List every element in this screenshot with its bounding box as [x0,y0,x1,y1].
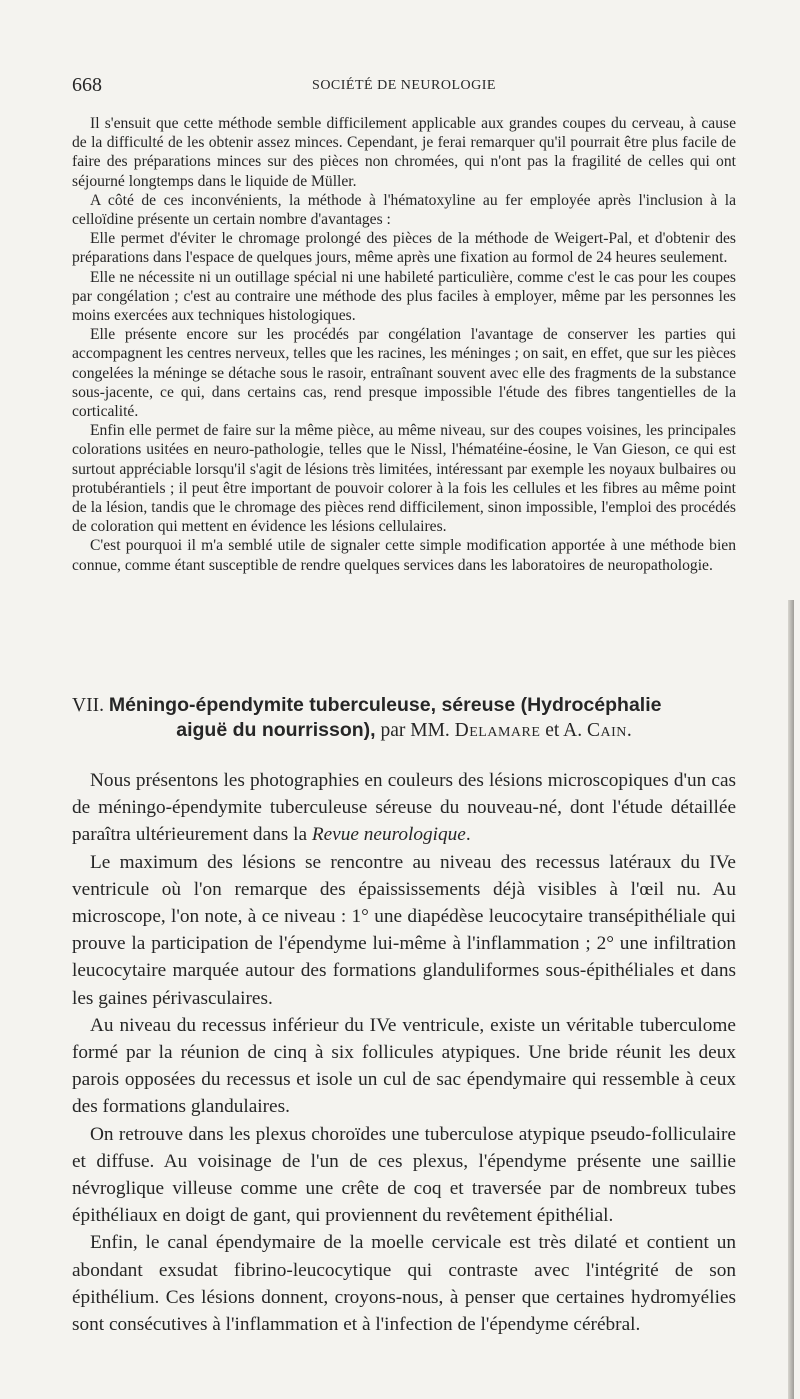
page-number: 668 [72,74,102,96]
author-delamare: Delamare [454,720,541,741]
section-title-line1: Méningo-épendymite tuberculeuse, séreuse (Hydrocéphalie [108,694,662,716]
paragraph: Enfin, le canal épendymaire de la moelle cervicale est très dilaté et contient un abondant exsudat fibrino-leucocytique qui contraste avec l'intégrité de son épithélium. Ces lésions donnent, croyons-nous, à penser que certaines hydromyélies sont consécutives à l'inflammation et à l'infection de l'épendyme cérébral. [72,1232,736,1336]
section-heading-line1 [72,693,736,718]
paragraph: Il s'ensuit que cette méthode semble difficilement applicable aux grandes coupes du cerveau, à cause de la difficulté de les obtenir assez minces. Cependant, je ferai remarquer qu'il pourrait être plus facile de faire des préparations minces sur des pièces non chromées, qui n'ont pas la fragilité de celles qui ont séjourné longtemps dans le liquide de Müller. [72,115,736,190]
authors-end: . [626,720,632,741]
section-heading-line2 [72,718,736,743]
paragraph: Au niveau du recessus inférieur du IVe ventricule, existe un véritable tuberculome formé par la réunion de cinq à six follicules atypiques. Une bride réunit les deux parois opposées du recessus et isole un cul de sac épendymaire qui ressemble à ceux des formations glandulaires. [72,1014,736,1118]
authors-join: et A. [545,720,583,741]
page-edge-shadow [788,600,794,1399]
paragraph: Elle présente encore sur les procédés par congélation l'avantage de conserver les parties qui accompagnent les centres nerveux, telles que les racines, les méninges ; on sait, en effet, que sur les pièces congelées la méninge se détache sous le rasoir, entraînant souvent avec elle des fragments de la substance sous-jacente, ce qui, dans certains cas, rend presque impossible l'étude des fibres tangentielles de la corticalité. [72,326,736,421]
section-number: VII. [72,695,104,716]
paragraph: C'est pourquoi il m'a semblé utile de signaler cette simple modification apportée à une méthode bien connue, comme étant susceptible de rendre quelques services dans les laboratoires de neuropathologie. [72,537,736,574]
paragraph: Enfin elle permet de faire sur la même pièce, au même niveau, sur des coupes voisines, les principales colorations usitées en neuro-pathologie, telles que le Nissl, l'hématéine-éosine, le Van Gieson, ce qui est surtout appréciable lorsqu'il s'agit de lésions très limitées, intéressant par exemple les noyaux bulbaires ou protubérantiels ; il peut être important de pouvoir colorer à la fois les cellules et les fibres au même point de la lésion, tandis que le chromage des pièces rend difficilement, sinon impossible, l'emploi des procédés de coloration qui mettent en évidence les lésions cellulaires. [72,422,736,536]
page-header [72,74,736,96]
paragraph: Elle ne nécessite ni un outillage spécial ni une habileté particulière, comme c'est le cas pour les coupes par congélation ; c'est au contraire une méthode des plus faciles à employer, même par les personnes les moins exercées aux techniques histologiques. [72,268,736,325]
previous-article-body [72,114,736,575]
author-cain: Cain [587,720,627,741]
section-heading [72,693,736,743]
paragraph-text: Nous présentons les photographies en couleurs des lésions microscopiques d'un cas de méningo-épendymite tuberculeuse séreuse du nouveau-né, dont l'étude détaillée paraîtra ultérieurement dans la [72,770,736,846]
journal-title: Revue neurologique [311,824,466,846]
running-title: SOCIÉTÉ DE NEUROLOGIE [312,78,496,93]
paragraph: Le maximum des lésions se rencontre au niveau des recessus latéraux du IVe ventricule où l'on remarque des épaississements déjà visibles à l'œil nu. Au microscope, l'on note, à ce niveau : 1° une diapédèse leucocytaire transépithéliale qui prouve la participation de l'épendyme lui-même à l'inflammation ; 2° une infiltration leucocytaire marquée autour des formations glanduliformes sous-épithéliales et dans les gaines périvasculaires. [72,851,736,1009]
article-body [72,767,736,1338]
paragraph: A côté de ces inconvénients, la méthode à l'hématoxyline au fer employée après l'inclusion à la celloïdine présente un certain nombre d'avantages : [72,191,736,229]
paragraph: On retrouve dans les plexus choroïdes une tuberculose atypique pseudo-folliculaire et diffuse. Au voisinage de l'un de ces plexus, l'épendyme présente une saillie névroglique villeuse comme une crête de coq et traversée par de nombreux tubes épithéliaux en doigt de gant, qui proviennent du revêtement épithélial. [72,1123,736,1227]
paragraph: Elle permet d'éviter le chromage prolongé des pièces de la méthode de Weigert-Pal, et d'obtenir des préparations dans l'espace de quelques jours, même après une fixation au formol de 24 heures seulement. [72,230,736,267]
paragraph-text: . [465,824,471,846]
authors-prefix: par MM. [380,720,450,741]
paragraph [72,767,736,849]
section-title-line2: aiguë du nourrisson), [176,719,376,741]
